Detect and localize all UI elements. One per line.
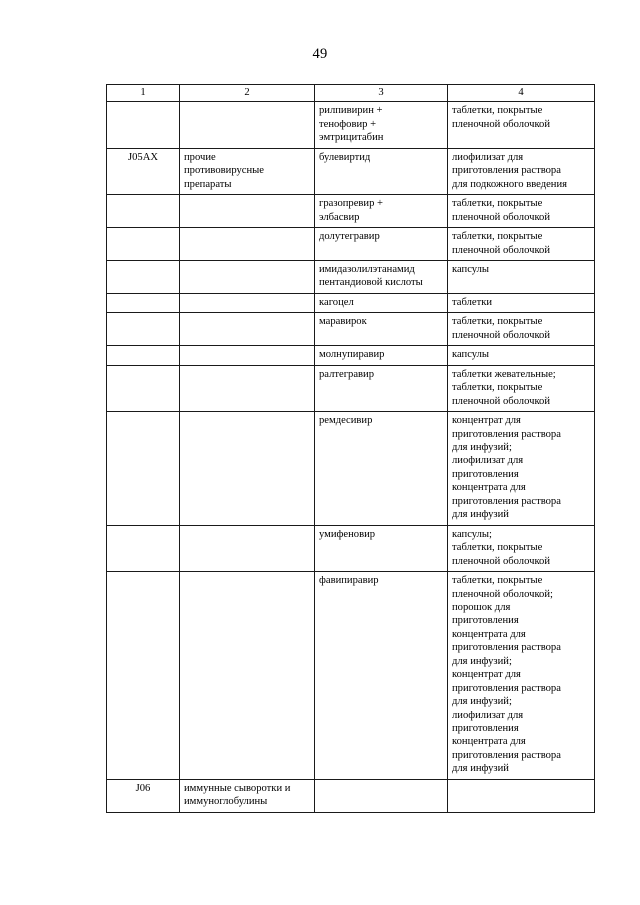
cell-name: маравирок: [315, 313, 448, 346]
cell-code: [107, 412, 180, 526]
cell-group: [180, 525, 315, 571]
cell-group: [180, 572, 315, 780]
cell-code: J05AX: [107, 148, 180, 194]
cell-name: кагоцел: [315, 293, 448, 312]
table-row: [107, 260, 595, 293]
cell-group: [180, 293, 315, 312]
cell-name: ремдесивир: [315, 412, 448, 526]
cell-code: [107, 195, 180, 228]
cell-form: лиофилизат для приготовления раствора для подкожного введения: [448, 148, 595, 194]
cell-group: [180, 195, 315, 228]
cell-code: [107, 228, 180, 261]
cell-group: [180, 412, 315, 526]
table-row: [107, 293, 595, 312]
cell-form: таблетки, покрытые пленочной оболочкой: [448, 228, 595, 261]
cell-group: [180, 260, 315, 293]
column-header-4: 4: [448, 85, 595, 102]
cell-name: ралтегравир: [315, 365, 448, 411]
cell-name: фавипиравир: [315, 572, 448, 780]
cell-code: J06: [107, 779, 180, 812]
cell-name: рилпивирин + тенофовир + эмтрицитабин: [315, 102, 448, 148]
cell-code: [107, 260, 180, 293]
cell-form: капсулы; таблетки, покрытые пленочной оболочкой: [448, 525, 595, 571]
cell-form: таблетки: [448, 293, 595, 312]
table-row: [107, 525, 595, 571]
cell-code: [107, 313, 180, 346]
cell-form: капсулы: [448, 346, 595, 365]
table-row: [107, 779, 595, 812]
column-header-1: 1: [107, 85, 180, 102]
table-row: [107, 365, 595, 411]
cell-code: [107, 525, 180, 571]
cell-code: [107, 293, 180, 312]
cell-name: молнупиравир: [315, 346, 448, 365]
table-row: [107, 195, 595, 228]
cell-form: таблетки жевательные; таблетки, покрытые пленочной оболочкой: [448, 365, 595, 411]
cell-name: имидазолилэтанамид пентандиовой кислоты: [315, 260, 448, 293]
cell-name: умифеновир: [315, 525, 448, 571]
cell-form: концентрат для приготовления раствора для инфузий; лиофилизат для приготовления концентрата для приготовления раствора для инфузий: [448, 412, 595, 526]
table-row: [107, 346, 595, 365]
cell-code: [107, 102, 180, 148]
cell-code: [107, 346, 180, 365]
drug-classification-table: [106, 84, 595, 813]
cell-form: капсулы: [448, 260, 595, 293]
cell-name: долутегравир: [315, 228, 448, 261]
table-row: [107, 313, 595, 346]
cell-code: [107, 572, 180, 780]
cell-group: иммунные сыворотки и иммуноглобулины: [180, 779, 315, 812]
cell-group: [180, 102, 315, 148]
cell-form: [448, 779, 595, 812]
table-row: [107, 148, 595, 194]
cell-code: [107, 365, 180, 411]
cell-group: [180, 228, 315, 261]
cell-form: таблетки, покрытые пленочной оболочкой: [448, 195, 595, 228]
table-row: [107, 572, 595, 780]
cell-form: таблетки, покрытые пленочной оболочкой: [448, 313, 595, 346]
column-header-2: 2: [180, 85, 315, 102]
cell-name: гразопревир + элбасвир: [315, 195, 448, 228]
cell-form: таблетки, покрытые пленочной оболочкой; порошок для приготовления концентрата для приготовления раствора для инфузий; концентрат для приготовления раствора для инфузий; лиофилизат для приготовления концентрата для приготовления раствора для инфузий: [448, 572, 595, 780]
page-number: 49: [312, 46, 328, 62]
column-header-3: 3: [315, 85, 448, 102]
cell-group: [180, 313, 315, 346]
cell-name: [315, 779, 448, 812]
cell-group: прочие противовирусные препараты: [180, 148, 315, 194]
cell-group: [180, 346, 315, 365]
table-row: [107, 102, 595, 148]
table-row: [107, 412, 595, 526]
cell-group: [180, 365, 315, 411]
cell-form: таблетки, покрытые пленочной оболочкой: [448, 102, 595, 148]
table-header-row: [107, 85, 595, 102]
table-row: [107, 228, 595, 261]
cell-name: булевиртид: [315, 148, 448, 194]
